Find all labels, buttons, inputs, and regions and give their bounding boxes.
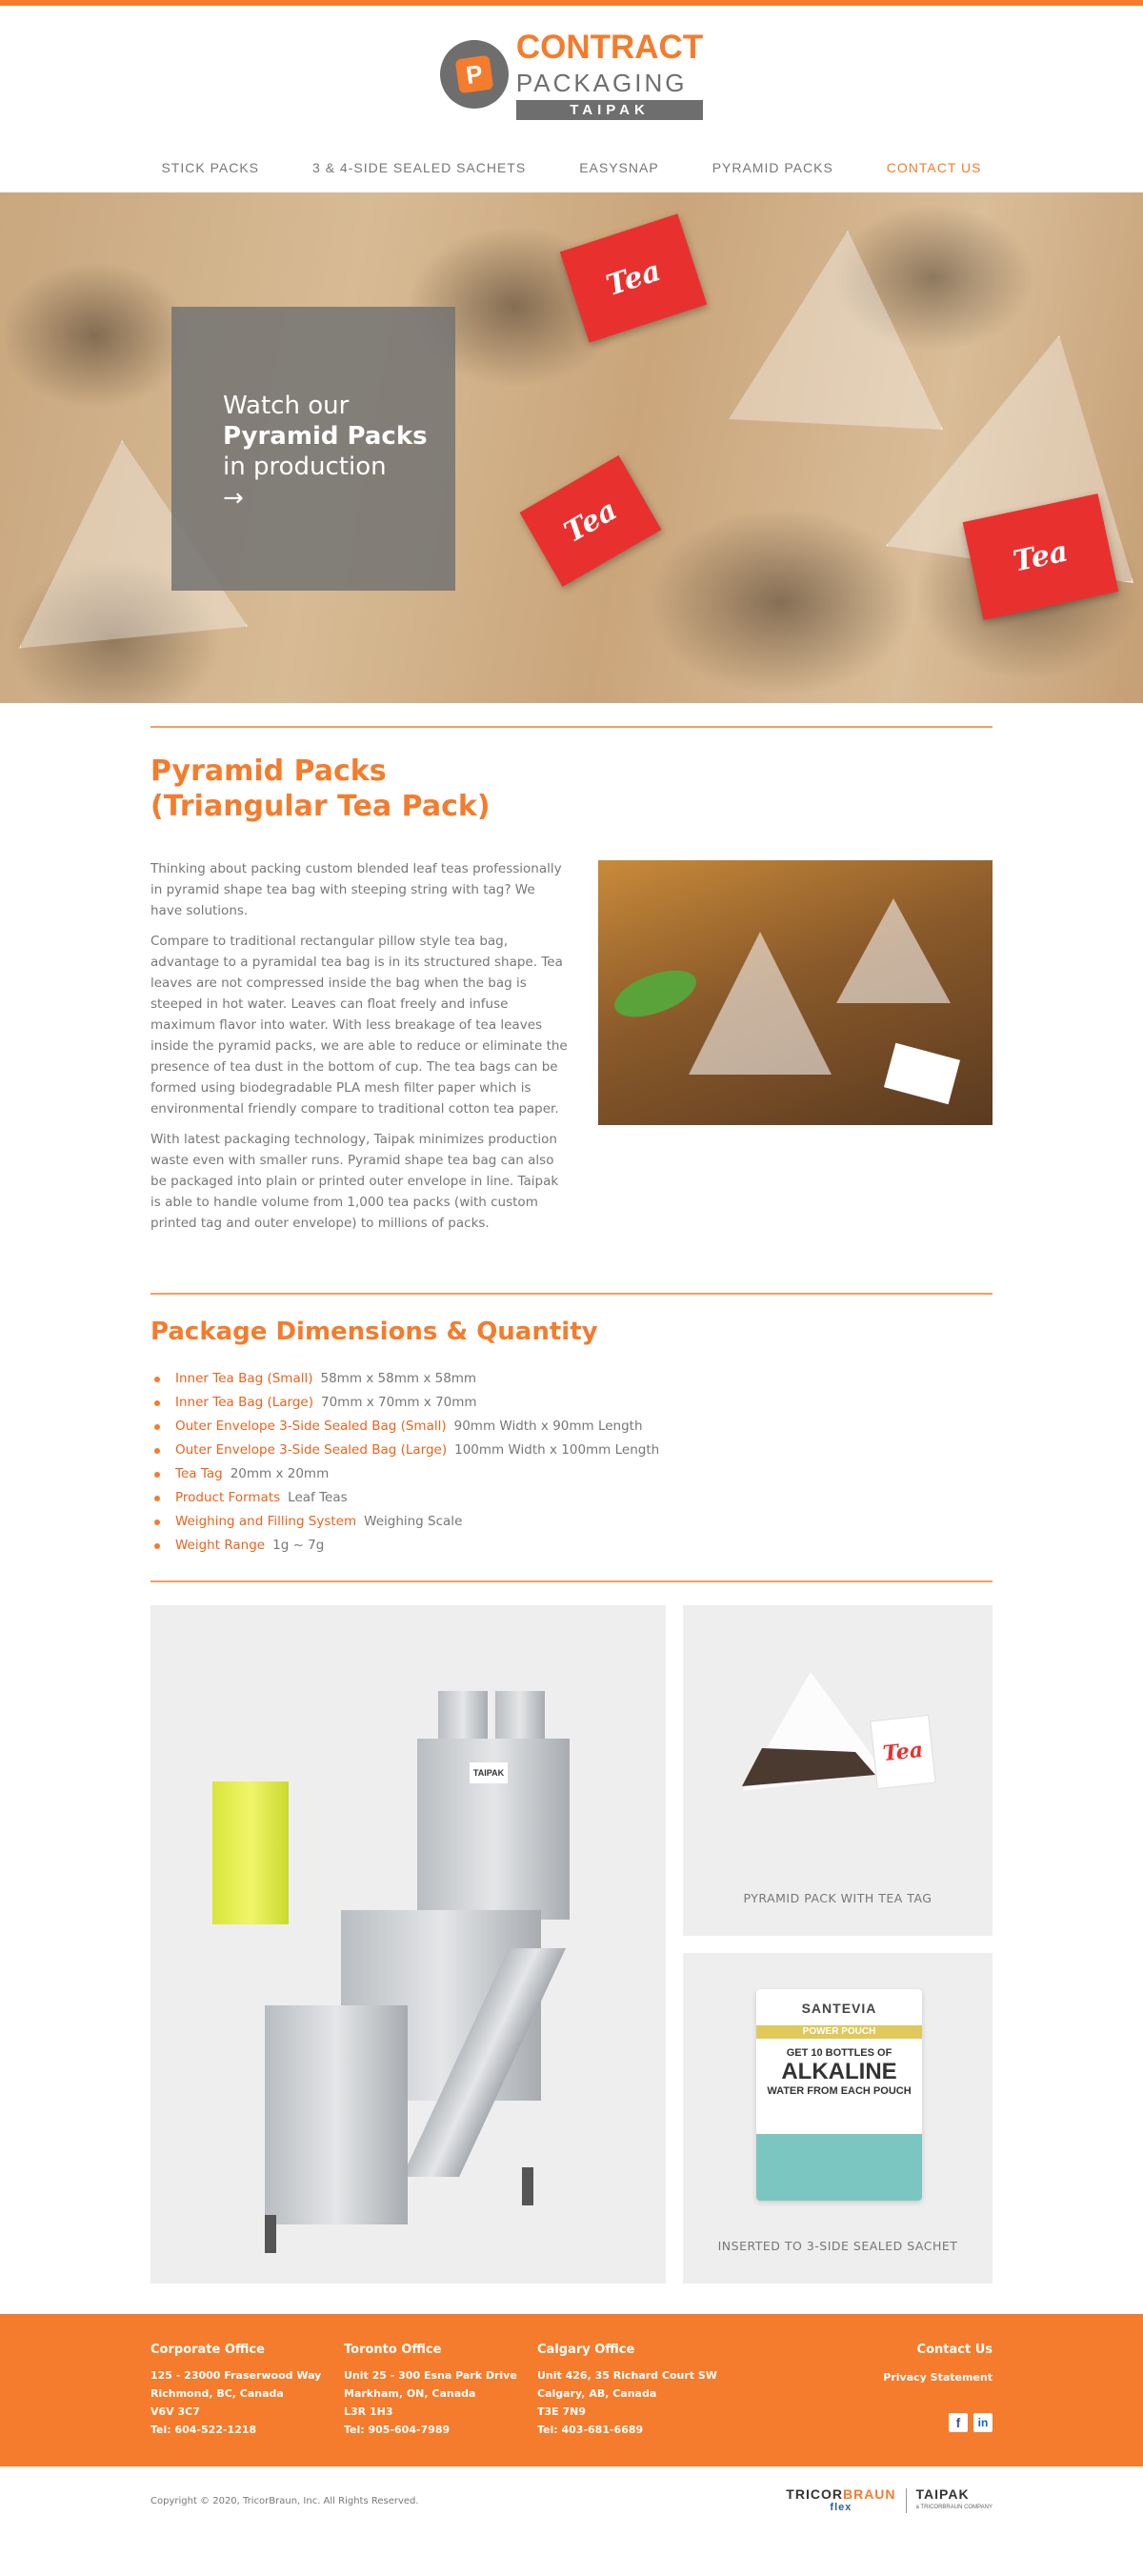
machine-film-roll xyxy=(212,1781,289,1924)
toronto-office xyxy=(344,2343,537,2466)
packaging-machine-photo xyxy=(150,1605,666,2284)
office-title: Corporate Office xyxy=(150,2343,265,2357)
footer-contact xyxy=(883,2343,993,2385)
tea-leaves-image xyxy=(742,1748,875,1786)
spec-key: Outer Envelope 3-Side Sealed Bag (Small) xyxy=(175,1419,447,1434)
logo-mark-letter: P xyxy=(454,55,493,94)
spec-value: Weighing Scale xyxy=(364,1514,463,1529)
dimensions-title: Package Dimensions & Quantity xyxy=(150,1318,598,1346)
spec-key: Product Formats xyxy=(175,1490,281,1505)
spec-item xyxy=(150,1510,993,1534)
flex-text: flex xyxy=(830,2502,852,2513)
spec-key: Outer Envelope 3-Side Sealed Bag (Large) xyxy=(175,1442,448,1458)
office-line: V6V 3C7 xyxy=(150,2405,200,2418)
partner-logos xyxy=(786,2487,993,2514)
office-line: Unit 426, 35 Richard Court SW xyxy=(537,2369,717,2382)
tea-tag-image: Tea xyxy=(870,1715,935,1789)
gallery-side xyxy=(683,1605,993,2284)
logo-line-contract: CONTRACT xyxy=(515,29,704,66)
spec-key: Tea Tag xyxy=(175,1466,223,1481)
spec-item xyxy=(150,1534,993,1558)
spec-value: 20mm x 20mm xyxy=(230,1466,330,1481)
hero-cta-line2: Pyramid Packs xyxy=(223,422,428,451)
office-line: Markham, ON, Canada xyxy=(344,2387,476,2400)
arrow-right-icon: → xyxy=(223,484,244,513)
spec-value: 100mm Width x 100mm Length xyxy=(454,1442,660,1458)
spec-item xyxy=(150,1391,993,1415)
spec-key: Inner Tea Bag (Small) xyxy=(175,1371,313,1386)
machine-hopper xyxy=(495,1691,545,1743)
spec-value: 1g ~ 7g xyxy=(272,1538,325,1553)
page-title-line2: (Triangular Tea Pack) xyxy=(150,790,491,823)
calgary-office xyxy=(537,2343,731,2466)
intro-section xyxy=(150,858,993,1243)
site-header xyxy=(0,6,1143,143)
spec-key: Inner Tea Bag (Large) xyxy=(175,1395,313,1410)
intro-paragraph-3: With latest packaging technology, Taipak minimizes production waste even with smaller runs. Pyramid shape tea bag can also be packaged into plain or printed outer envelope in line. Taipak is able to handle volume from 1,000 tea packs (with custom printed tag and outer envelope) to millions of packs. xyxy=(150,1132,559,1231)
office-phone[interactable]: Tel: 905-604-7989 xyxy=(344,2424,451,2436)
pyramid-bag-image xyxy=(836,898,951,1003)
intro-paragraph-2: Compare to traditional rectangular pillow style tea bag, advantage to a pyramidal tea bag is in its structured shape. Tea leaves are not compressed inside the bag when the bag is steeped in hot water. Leaves can float freely and infuse maximum flavor into water. With less breakage of tea leaves inside the pyramid packs, we are able to reduce or eliminate the presence of tea dust in the bottom of cup. The tea bags can be formed using biodegradable PLA mesh filter paper which is environmental friendly compare to traditional cotton tea paper. xyxy=(150,934,568,1117)
spec-item xyxy=(150,1367,993,1391)
office-line: Richmond, BC, Canada xyxy=(150,2387,284,2400)
contact-us-link[interactable]: Contact Us xyxy=(916,2343,993,2357)
section-divider xyxy=(150,1580,993,1582)
copyright-text: Copyright © 2020, TricorBraun, Inc. All Rights Reserved. xyxy=(150,2495,419,2506)
office-phone[interactable]: Tel: 604-522-1218 xyxy=(150,2424,257,2436)
facebook-icon[interactable]: f xyxy=(949,2413,968,2432)
hero-tea-tag: Tea xyxy=(560,213,708,342)
hero-pyramid-bag xyxy=(705,231,943,440)
pouch-headline xyxy=(766,2046,912,2098)
section-divider xyxy=(150,1293,993,1295)
spec-value: 58mm x 58mm x 58mm xyxy=(320,1371,477,1386)
main-content xyxy=(150,726,993,2284)
office-title: Calgary Office xyxy=(537,2343,635,2357)
nav-easysnap[interactable]: EASYSNAP xyxy=(579,160,659,175)
pouch-bottom-band xyxy=(756,2134,922,2201)
pyramid-pack-caption: PYRAMID PACK WITH TEA TAG xyxy=(743,1891,932,1905)
pouch-brand: SANTEVIA xyxy=(801,2001,877,2016)
product-gallery xyxy=(150,1605,993,2284)
page-title xyxy=(150,754,993,824)
machine-leg xyxy=(265,2215,276,2253)
spec-value: 70mm x 70mm x 70mm xyxy=(320,1395,477,1410)
office-line: Unit 25 - 300 Esna Park Drive xyxy=(344,2369,517,2382)
office-title: Toronto Office xyxy=(344,2343,442,2357)
corporate-office xyxy=(150,2343,344,2466)
machine-hopper xyxy=(438,1691,488,1743)
hero-cta-line1: Watch our xyxy=(223,392,350,420)
hero-tea-tag: Tea xyxy=(963,493,1119,620)
watch-video-cta[interactable] xyxy=(171,307,455,591)
main-nav xyxy=(0,143,1143,192)
social-links xyxy=(949,2413,993,2432)
braun-text: BRAUN xyxy=(842,2486,896,2502)
spec-item xyxy=(150,1486,993,1510)
sealed-sachet-image xyxy=(756,1989,922,2201)
privacy-statement-link[interactable]: Privacy Statement xyxy=(883,2371,993,2384)
spec-value: Leaf Teas xyxy=(288,1490,348,1505)
office-address xyxy=(150,2366,344,2439)
intro-paragraph-1: Thinking about packing custom blended leaf teas professionally in pyramid shape tea bag with steeping string with tag? We have solutions. xyxy=(150,861,562,918)
office-address xyxy=(537,2366,731,2439)
logo-line-taipak: TAIPAK xyxy=(516,100,703,120)
office-address xyxy=(344,2366,537,2439)
bottom-bar xyxy=(150,2466,993,2535)
spec-key: Weighing and Filling System xyxy=(175,1514,357,1529)
logo-wordmark xyxy=(516,29,703,120)
sachet-caption: INSERTED TO 3-SIDE SEALED SACHET xyxy=(717,2239,958,2253)
pyramid-bag-image xyxy=(689,932,832,1075)
site-footer xyxy=(0,2314,1143,2466)
machine-label: TAIPAK xyxy=(470,1762,508,1783)
office-line: 125 - 23000 Fraserwood Way xyxy=(150,2369,322,2382)
logo-separator xyxy=(906,2488,907,2513)
nav-sealed-sachets[interactable]: 3 & 4-SIDE SEALED SACHETS xyxy=(312,160,527,175)
nav-contact-us[interactable]: CONTACT US xyxy=(886,160,982,175)
pouch-line3: WATER FROM EACH POUCH xyxy=(767,2085,912,2097)
taipak-sub-text: a TRICORBRAUN COMPANY xyxy=(915,2505,993,2510)
pyramid-pack-card xyxy=(683,1605,993,1936)
pouch-line1: GET 10 BOTTLES OF xyxy=(786,2047,892,2059)
nav-stick-packs[interactable]: STICK PACKS xyxy=(161,160,260,175)
page-title-line1: Pyramid Packs xyxy=(150,755,387,788)
logo-line-packaging: PACKAGING xyxy=(515,69,688,97)
blank-tag-image xyxy=(884,1043,960,1104)
office-line: Calgary, AB, Canada xyxy=(537,2387,657,2400)
taipak-text: TAIPAK xyxy=(915,2486,970,2502)
tricor-text: TRICOR xyxy=(786,2486,843,2502)
tricorbraun-logo[interactable] xyxy=(786,2487,895,2514)
intro-text xyxy=(150,858,568,1243)
nav-pyramid-packs[interactable]: PYRAMID PACKS xyxy=(712,160,833,175)
dimensions-list xyxy=(150,1367,993,1558)
hero-banner xyxy=(0,192,1143,703)
spec-key: Weight Range xyxy=(175,1538,266,1553)
mint-leaf-image xyxy=(609,961,702,1026)
linkedin-icon[interactable]: in xyxy=(973,2413,993,2432)
spec-item xyxy=(150,1462,993,1486)
pouch-band: POWER POUCH xyxy=(756,2025,922,2039)
section-divider xyxy=(150,726,993,728)
hero-tea-tag: Tea xyxy=(520,455,662,587)
sachet-card xyxy=(683,1953,993,2284)
office-phone[interactable]: Tel: 403-681-6689 xyxy=(537,2424,644,2436)
machine-leg xyxy=(522,2167,533,2205)
office-line: L3R 1H3 xyxy=(344,2405,393,2418)
pouch-line2: ALKALINE xyxy=(781,2059,897,2084)
logo-mark-icon xyxy=(440,40,509,109)
taipak-logo[interactable] xyxy=(916,2487,993,2514)
machine-base xyxy=(265,2005,408,2224)
spec-item xyxy=(150,1415,993,1439)
pyramid-tea-bags-photo xyxy=(598,860,993,1125)
hero-cta-line3: in production xyxy=(223,453,387,481)
spec-value: 90mm Width x 90mm Length xyxy=(453,1419,643,1434)
spec-item xyxy=(150,1439,993,1462)
office-line: T3E 7N9 xyxy=(537,2405,587,2418)
site-logo[interactable] xyxy=(440,29,703,120)
